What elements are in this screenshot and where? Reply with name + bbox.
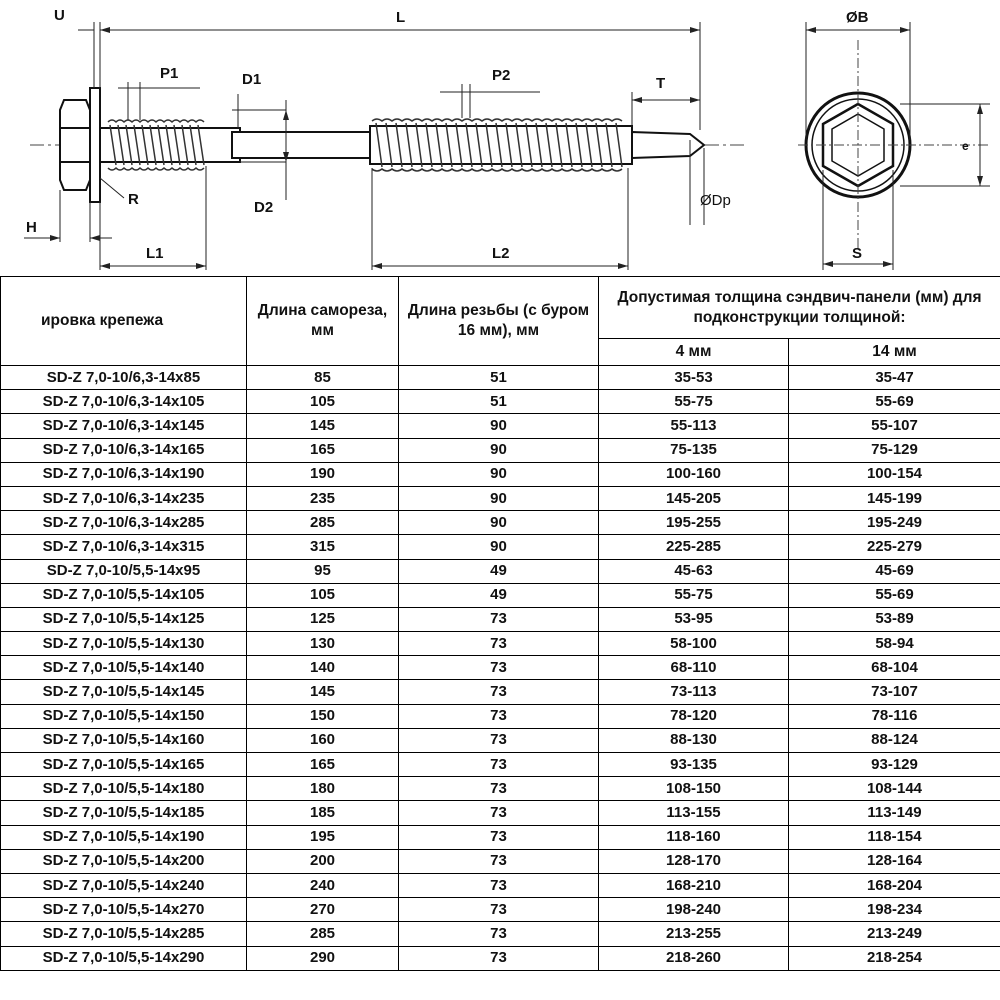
cell-thickness-14mm: 53-89 xyxy=(789,607,1000,631)
cell-thickness-14mm: 145-199 xyxy=(789,486,1000,510)
cell-length: 235 xyxy=(247,486,399,510)
cell-thickness-14mm: 128-164 xyxy=(789,849,1000,873)
label-s: S xyxy=(852,245,863,262)
cell-length: 285 xyxy=(247,511,399,535)
table-row xyxy=(1,438,1000,462)
table-row xyxy=(1,753,1000,777)
cell-marking: SD-Z 7,0-10/5,5-14x145 xyxy=(1,680,247,704)
cell-thickness-4mm: 55-75 xyxy=(599,583,789,607)
cell-thread: 73 xyxy=(399,753,599,777)
cell-thickness-14mm: 88-124 xyxy=(789,728,1000,752)
cell-marking: SD-Z 7,0-10/5,5-14x130 xyxy=(1,632,247,656)
cell-thread: 73 xyxy=(399,680,599,704)
cell-marking: SD-Z 7,0-10/5,5-14x165 xyxy=(1,753,247,777)
cell-thickness-4mm: 113-155 xyxy=(599,801,789,825)
cell-length: 200 xyxy=(247,849,399,873)
cell-thread: 73 xyxy=(399,898,599,922)
cell-thickness-14mm: 75-129 xyxy=(789,438,1000,462)
cell-marking: SD-Z 7,0-10/5,5-14x105 xyxy=(1,583,247,607)
label-d1: D1 xyxy=(242,71,262,88)
cell-thickness-4mm: 100-160 xyxy=(599,462,789,486)
table-row xyxy=(1,825,1000,849)
table-row xyxy=(1,680,1000,704)
label-l2: L2 xyxy=(492,245,510,262)
cell-thickness-14mm: 45-69 xyxy=(789,559,1000,583)
screw-drawing xyxy=(0,0,1000,276)
cell-length: 145 xyxy=(247,414,399,438)
cell-thickness-14mm: 55-69 xyxy=(789,390,1000,414)
cell-thread: 90 xyxy=(399,511,599,535)
cell-thread: 73 xyxy=(399,777,599,801)
cell-thickness-14mm: 108-144 xyxy=(789,777,1000,801)
cell-thickness-14mm: 118-154 xyxy=(789,825,1000,849)
table-row xyxy=(1,414,1000,438)
header-allowed-thickness: Допустимая толщина сэндвич-панели (мм) для подконструкции толщиной: xyxy=(599,277,1000,339)
cell-thread: 90 xyxy=(399,462,599,486)
label-l1: L1 xyxy=(146,245,164,262)
cell-length: 285 xyxy=(247,922,399,946)
cell-length: 130 xyxy=(247,632,399,656)
cell-marking: SD-Z 7,0-10/6,3-14x145 xyxy=(1,414,247,438)
cell-marking: SD-Z 7,0-10/5,5-14x140 xyxy=(1,656,247,680)
cell-thickness-4mm: 128-170 xyxy=(599,849,789,873)
cell-marking: SD-Z 7,0-10/6,3-14x165 xyxy=(1,438,247,462)
label-e: e xyxy=(962,139,969,153)
cell-thickness-14mm: 55-69 xyxy=(789,583,1000,607)
table-row xyxy=(1,898,1000,922)
label-u: U xyxy=(54,7,65,24)
header-14mm: 14 мм xyxy=(789,339,1000,366)
table-row xyxy=(1,656,1000,680)
cell-thickness-14mm: 195-249 xyxy=(789,511,1000,535)
cell-thickness-14mm: 93-129 xyxy=(789,753,1000,777)
label-l: L xyxy=(396,9,406,26)
cell-marking: SD-Z 7,0-10/6,3-14x105 xyxy=(1,390,247,414)
cell-thickness-14mm: 55-107 xyxy=(789,414,1000,438)
label-t: T xyxy=(656,75,666,92)
table-row xyxy=(1,946,1000,970)
cell-thread: 73 xyxy=(399,825,599,849)
cell-length: 290 xyxy=(247,946,399,970)
cell-thickness-4mm: 168-210 xyxy=(599,873,789,897)
cell-thickness-4mm: 55-75 xyxy=(599,390,789,414)
cell-length: 270 xyxy=(247,898,399,922)
cell-length: 165 xyxy=(247,438,399,462)
cell-marking: SD-Z 7,0-10/6,3-14x85 xyxy=(1,366,247,390)
table-row xyxy=(1,535,1000,559)
cell-thread: 73 xyxy=(399,656,599,680)
cell-thickness-4mm: 75-135 xyxy=(599,438,789,462)
cell-length: 180 xyxy=(247,777,399,801)
cell-thickness-14mm: 168-204 xyxy=(789,873,1000,897)
cell-thread: 73 xyxy=(399,801,599,825)
cell-length: 190 xyxy=(247,462,399,486)
cell-thickness-14mm: 225-279 xyxy=(789,535,1000,559)
cell-length: 165 xyxy=(247,753,399,777)
cell-thickness-14mm: 213-249 xyxy=(789,922,1000,946)
cell-thickness-14mm: 35-47 xyxy=(789,366,1000,390)
cell-marking: SD-Z 7,0-10/5,5-14x240 xyxy=(1,873,247,897)
cell-marking: SD-Z 7,0-10/5,5-14x125 xyxy=(1,607,247,631)
label-p2: P2 xyxy=(492,67,511,84)
table-row xyxy=(1,583,1000,607)
cell-length: 105 xyxy=(247,390,399,414)
cell-marking: SD-Z 7,0-10/5,5-14x160 xyxy=(1,728,247,752)
cell-length: 145 xyxy=(247,680,399,704)
cell-length: 315 xyxy=(247,535,399,559)
label-r: R xyxy=(128,191,139,208)
header-length: Длина самореза, мм xyxy=(247,277,399,366)
cell-thickness-4mm: 68-110 xyxy=(599,656,789,680)
label-d2: D2 xyxy=(254,199,274,216)
cell-thread: 73 xyxy=(399,873,599,897)
cell-marking: SD-Z 7,0-10/6,3-14x190 xyxy=(1,462,247,486)
cell-thread: 73 xyxy=(399,849,599,873)
header-thread: Длина резьбы (с буром 16 мм), мм xyxy=(399,277,599,366)
cell-thickness-14mm: 78-116 xyxy=(789,704,1000,728)
label-dp: ØDp xyxy=(700,192,731,209)
cell-length: 150 xyxy=(247,704,399,728)
cell-marking: SD-Z 7,0-10/5,5-14x150 xyxy=(1,704,247,728)
table-row xyxy=(1,849,1000,873)
cell-thread: 90 xyxy=(399,438,599,462)
cell-thickness-14mm: 68-104 xyxy=(789,656,1000,680)
cell-thread: 73 xyxy=(399,704,599,728)
cell-thread: 49 xyxy=(399,559,599,583)
cell-length: 240 xyxy=(247,873,399,897)
table-row xyxy=(1,632,1000,656)
cell-thread: 90 xyxy=(399,414,599,438)
cell-marking: SD-Z 7,0-10/6,3-14x285 xyxy=(1,511,247,535)
cell-length: 85 xyxy=(247,366,399,390)
cell-marking: SD-Z 7,0-10/6,3-14x235 xyxy=(1,486,247,510)
table-row xyxy=(1,486,1000,510)
cell-thread: 51 xyxy=(399,390,599,414)
table-row xyxy=(1,873,1000,897)
cell-thickness-4mm: 218-260 xyxy=(599,946,789,970)
cell-length: 105 xyxy=(247,583,399,607)
table-row xyxy=(1,462,1000,486)
cell-thickness-4mm: 53-95 xyxy=(599,607,789,631)
table-row xyxy=(1,704,1000,728)
cell-thread: 73 xyxy=(399,946,599,970)
table-row xyxy=(1,390,1000,414)
cell-marking: SD-Z 7,0-10/6,3-14x315 xyxy=(1,535,247,559)
screw-head xyxy=(60,88,100,202)
cell-marking: SD-Z 7,0-10/5,5-14x180 xyxy=(1,777,247,801)
cell-length: 95 xyxy=(247,559,399,583)
cell-marking: SD-Z 7,0-10/5,5-14x285 xyxy=(1,922,247,946)
cell-thread: 73 xyxy=(399,922,599,946)
cell-thickness-4mm: 88-130 xyxy=(599,728,789,752)
cell-thread: 51 xyxy=(399,366,599,390)
cell-length: 185 xyxy=(247,801,399,825)
cell-thickness-4mm: 45-63 xyxy=(599,559,789,583)
cell-thickness-4mm: 73-113 xyxy=(599,680,789,704)
table-row xyxy=(1,922,1000,946)
cell-thickness-14mm: 73-107 xyxy=(789,680,1000,704)
header-4mm: 4 мм xyxy=(599,339,789,366)
cell-length: 140 xyxy=(247,656,399,680)
cell-thread: 73 xyxy=(399,728,599,752)
label-p1: P1 xyxy=(160,65,179,82)
cell-thickness-4mm: 55-113 xyxy=(599,414,789,438)
cell-thickness-4mm: 78-120 xyxy=(599,704,789,728)
spec-table xyxy=(0,276,1000,971)
cell-marking: SD-Z 7,0-10/5,5-14x95 xyxy=(1,559,247,583)
cell-thread: 90 xyxy=(399,486,599,510)
cell-thickness-14mm: 58-94 xyxy=(789,632,1000,656)
cell-thickness-4mm: 213-255 xyxy=(599,922,789,946)
cell-thickness-4mm: 93-135 xyxy=(599,753,789,777)
table-row xyxy=(1,607,1000,631)
spec-table-body xyxy=(1,366,1000,971)
cell-thickness-4mm: 195-255 xyxy=(599,511,789,535)
cell-thickness-4mm: 145-205 xyxy=(599,486,789,510)
cell-marking: SD-Z 7,0-10/5,5-14x290 xyxy=(1,946,247,970)
cell-thickness-4mm: 118-160 xyxy=(599,825,789,849)
table-row xyxy=(1,777,1000,801)
cell-thickness-4mm: 58-100 xyxy=(599,632,789,656)
cell-length: 125 xyxy=(247,607,399,631)
cell-length: 160 xyxy=(247,728,399,752)
cell-thread: 73 xyxy=(399,632,599,656)
cell-thickness-14mm: 218-254 xyxy=(789,946,1000,970)
cell-thickness-14mm: 100-154 xyxy=(789,462,1000,486)
cell-marking: SD-Z 7,0-10/5,5-14x200 xyxy=(1,849,247,873)
cell-thread: 49 xyxy=(399,583,599,607)
table-row xyxy=(1,728,1000,752)
cell-thickness-14mm: 198-234 xyxy=(789,898,1000,922)
cell-thickness-4mm: 108-150 xyxy=(599,777,789,801)
header-marking: ировка крепежа xyxy=(1,277,247,366)
cell-marking: SD-Z 7,0-10/5,5-14x270 xyxy=(1,898,247,922)
label-h: H xyxy=(26,219,37,236)
cell-length: 195 xyxy=(247,825,399,849)
cell-thickness-4mm: 198-240 xyxy=(599,898,789,922)
table-row xyxy=(1,801,1000,825)
table-row xyxy=(1,366,1000,390)
label-b: ØB xyxy=(846,9,869,26)
cell-thread: 90 xyxy=(399,535,599,559)
cell-thread: 73 xyxy=(399,607,599,631)
table-row xyxy=(1,511,1000,535)
cell-marking: SD-Z 7,0-10/5,5-14x190 xyxy=(1,825,247,849)
cell-marking: SD-Z 7,0-10/5,5-14x185 xyxy=(1,801,247,825)
table-row xyxy=(1,559,1000,583)
cell-thickness-4mm: 225-285 xyxy=(599,535,789,559)
cell-thickness-4mm: 35-53 xyxy=(599,366,789,390)
cell-thickness-14mm: 113-149 xyxy=(789,801,1000,825)
